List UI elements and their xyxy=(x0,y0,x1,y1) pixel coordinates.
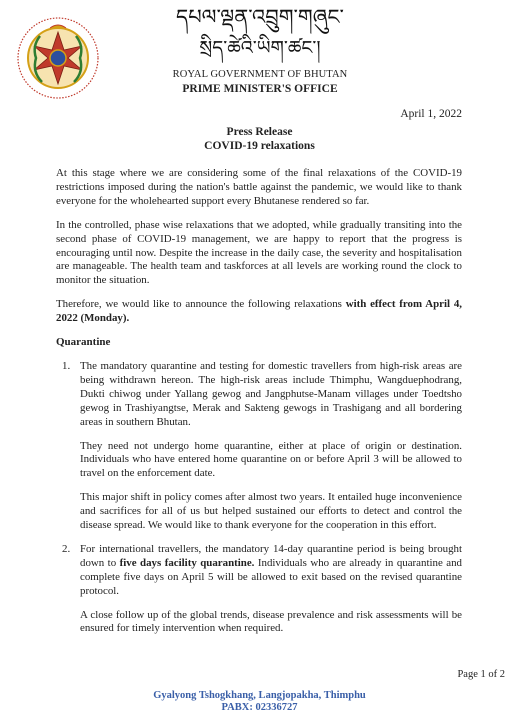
list-item-paragraph: They need not undergo home quarantine, either at place of origin or destination. Individuals who have entered home quarantine on or before April 3 will be allowed to travel on the enforcement date. xyxy=(80,439,462,480)
tibetan-office-title: སྲིད་ཚེའི་ཡིག་ཚང་། xyxy=(199,37,321,59)
footer-address: Gyalyong Tshogkhang, Langjopakha, Thimphu xyxy=(153,690,366,701)
announcement-text: Therefore, we would like to announce the following relaxations xyxy=(56,298,346,311)
list-item-paragraph xyxy=(80,543,462,599)
list-item-number: 2. xyxy=(62,542,71,555)
footer xyxy=(0,690,519,714)
list-item xyxy=(56,360,462,533)
relaxations-list xyxy=(56,360,462,636)
document-body xyxy=(56,167,462,646)
press-release-subject: COVID-19 relaxations xyxy=(204,140,315,152)
effective-date: with effect from April 4, 2022 (Monday). xyxy=(56,298,462,325)
release-date: April 1, 2022 xyxy=(400,108,462,120)
list-item-text: For international travellers, the mandatory 14-day quarantine period is being brought down to xyxy=(80,542,462,569)
list-item-paragraph: This major shift in policy comes after almost two years. It entailed huge inconvenience and sacrifices for all of us but helped sustained our efforts to detect and control the disease spread. We would like to thank everyone for the cooperation in this effort. xyxy=(80,491,462,532)
list-item-paragraph: The mandatory quarantine and testing for domestic travellers from high-risk areas are being withdrawn hereon. The high-risk areas include Thimphu, Wangduephodrang, Dukti chiwog under Yallang gewog and Jangphutse-Manam villages under Toedtsho gewog in Trashiyangtse, Merak and Sakteng gewogs in Trashigang and all bordering areas in southern Bhutan. xyxy=(80,359,462,428)
footer-phone: PABX: 02336727 xyxy=(221,702,298,713)
five-days-emphasis: five days facility quarantine. xyxy=(119,556,255,569)
list-item xyxy=(56,543,462,636)
press-release-label: Press Release xyxy=(226,126,293,138)
page-number: Page 1 of 2 xyxy=(457,669,505,680)
government-name: ROYAL GOVERNMENT OF BHUTAN xyxy=(172,69,348,80)
national-emblem-icon xyxy=(10,16,106,100)
tibetan-government-title: དཔལ་ལྡན་འབྲུག་གཞུང་ xyxy=(176,5,344,29)
section-heading-quarantine: Quarantine xyxy=(56,336,111,349)
announcement-paragraph xyxy=(56,298,462,326)
progress-paragraph: In the controlled, phase wise relaxations that we adopted, while gradually transiting into the second phase of COVID-19 management, we are happy to report that the progress is encouraging until now. Despite the increase in the daily case, the severity and hospitalisation are manageable. The health team and taskforces at all levels are working round the clock to monitor the situation. xyxy=(56,218,462,287)
list-item-number: 1. xyxy=(62,359,71,372)
list-item-text: Individuals who are already in quarantine and complete five days on April 5 will be allowed to exit based on the revised quarantine protocol. xyxy=(80,556,462,597)
list-item-paragraph: A close follow up of the global trends, disease prevalence and risk assessments will be ensured for timely intervention when required. xyxy=(80,608,462,635)
press-release-heading xyxy=(0,125,519,153)
office-name: PRIME MINISTER'S OFFICE xyxy=(182,83,338,95)
intro-paragraph: At this stage where we are considering some of the final relaxations of the COVID-19 restrictions imposed during the nation's battle against the pandemic, we would like to thank everyone for the wholehearted support every Bhutanese rendered so far. xyxy=(56,167,462,207)
